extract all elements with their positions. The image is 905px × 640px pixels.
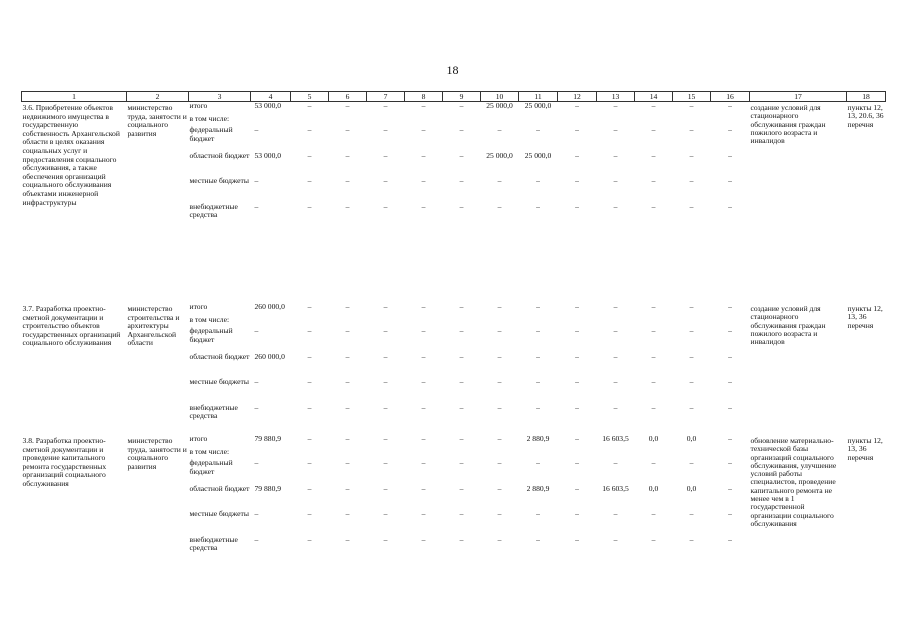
value-cell: – — [536, 303, 540, 311]
funding-source-label: федеральный бюджет — [189, 458, 233, 476]
value-cell: – — [459, 377, 464, 386]
value-cell: 53 000,0 — [254, 150, 282, 160]
value-cell: – — [689, 402, 694, 412]
value-cell: – — [728, 326, 732, 335]
value-column-8 — [405, 303, 443, 435]
value-cell: – — [345, 377, 350, 386]
value-column-4 — [251, 303, 291, 435]
value-column-13 — [597, 435, 635, 607]
header-cell-13: 13 — [597, 92, 635, 102]
funding-source-label: итого — [189, 435, 208, 443]
value-cell: – — [307, 534, 312, 544]
value-cell: – — [254, 326, 259, 335]
value-cell: – — [728, 534, 732, 544]
value-cell: – — [254, 509, 259, 518]
expected-result: создание условий для стационарного обслуживания граждан пожилого возраста и инвалидов — [750, 103, 826, 146]
value-cell: – — [307, 435, 312, 443]
value-column-8 — [405, 435, 443, 607]
value-cell: – — [728, 176, 732, 185]
value-cell: – — [536, 458, 540, 467]
value-column-11 — [519, 102, 558, 304]
value-cell: – — [421, 125, 426, 134]
value-column-5 — [291, 303, 329, 435]
value-column-16 — [711, 435, 750, 607]
value-cell: – — [575, 101, 579, 110]
funding-source-label: федеральный бюджет — [189, 125, 233, 143]
value-cell: – — [651, 150, 656, 160]
value-cell: – — [575, 435, 579, 443]
value-cell: – — [459, 176, 464, 185]
value-cell: – — [307, 201, 312, 211]
value-cell: 25 000,0 — [486, 101, 513, 110]
value-cell: – — [536, 534, 540, 544]
value-cell: – — [254, 377, 259, 386]
value-cell: – — [651, 402, 656, 412]
funding-source-label: областной бюджет — [189, 483, 250, 493]
value-cell: – — [536, 326, 540, 335]
value-cell: – — [613, 509, 618, 518]
value-cell: – — [689, 326, 694, 335]
value-cell: – — [613, 326, 618, 335]
value-column-10 — [481, 102, 519, 304]
value-cell: – — [497, 351, 502, 361]
value-cell: – — [459, 483, 464, 493]
value-cell: 16 603,5 — [602, 435, 629, 443]
header-cell-17: 17 — [750, 92, 847, 102]
value-cell: – — [459, 125, 464, 134]
value-cell: – — [254, 125, 259, 134]
value-cell: – — [383, 377, 388, 386]
value-cell: – — [459, 101, 464, 110]
value-cell: – — [421, 435, 426, 443]
value-cell: 53 000,0 — [254, 101, 282, 110]
value-column-4 — [251, 435, 291, 607]
value-cell: 0,0 — [686, 483, 697, 493]
value-cell: – — [345, 326, 350, 335]
value-cell: – — [254, 201, 259, 211]
header-cell-1: 1 — [22, 92, 127, 102]
value-cell: – — [307, 101, 312, 110]
value-cell: – — [497, 483, 502, 493]
value-cell: – — [613, 150, 618, 160]
value-column-7 — [367, 435, 405, 607]
value-cell: – — [254, 534, 259, 544]
value-cell: – — [254, 402, 259, 412]
value-cell: – — [689, 101, 694, 110]
value-cell: – — [345, 150, 350, 160]
value-column-15 — [673, 102, 711, 304]
value-cell: – — [459, 402, 464, 412]
value-cell: – — [689, 509, 694, 518]
value-cell: – — [497, 176, 502, 185]
value-column-11 — [519, 435, 558, 607]
value-cell: – — [536, 509, 540, 518]
value-cell: – — [689, 351, 694, 361]
value-cell: – — [421, 534, 426, 544]
value-cell: 16 603,5 — [602, 483, 629, 493]
value-column-7 — [367, 102, 405, 304]
value-cell: – — [613, 534, 618, 544]
header-cell-3: 3 — [189, 92, 251, 102]
value-cell: 0,0 — [686, 435, 697, 443]
value-column-6 — [329, 435, 367, 607]
value-column-16 — [711, 102, 750, 304]
value-cell: – — [345, 483, 350, 493]
value-cell — [255, 316, 290, 327]
header-cell-9: 9 — [443, 92, 481, 102]
activity-name: 3.6. Приобретение объектов недвижимого имущества в государственную собственность Архангельской области в целях оказания социальных услуг и предоставления социального обслуживания, а также обеспечения организаций социального обслуживания объектами инженерной инфраструктуры — [22, 103, 120, 207]
value-cell: 2 880,9 — [526, 435, 550, 443]
funding-source-label: местные бюджеты — [189, 176, 249, 185]
value-cell: – — [254, 458, 259, 467]
funding-source-label: внебюджетные средства — [189, 534, 238, 553]
value-cell: – — [307, 176, 312, 185]
value-cell: – — [459, 201, 464, 211]
value-cell: 79 880,9 — [254, 435, 282, 443]
value-column-13 — [597, 102, 635, 304]
funding-source-label: в том числе: — [189, 447, 230, 456]
value-cell: – — [497, 435, 502, 443]
value-cell: – — [459, 458, 464, 467]
value-cell: – — [613, 402, 618, 412]
value-cell: – — [459, 351, 464, 361]
value-cell: – — [651, 125, 656, 134]
value-cell: – — [383, 303, 388, 311]
page-number: 18 — [446, 63, 459, 77]
value-cell: – — [575, 150, 579, 160]
header-cell-14: 14 — [635, 92, 673, 102]
value-cell: – — [536, 125, 540, 134]
value-cell: – — [421, 176, 426, 185]
value-column-13 — [597, 303, 635, 435]
value-cell: – — [613, 377, 618, 386]
value-cell: – — [575, 303, 579, 311]
value-cell: – — [459, 150, 464, 160]
value-cell: – — [307, 351, 312, 361]
value-cell: – — [307, 125, 312, 134]
value-cell: – — [383, 201, 388, 211]
funding-source-label: в том числе: — [189, 315, 230, 324]
value-cell: 260 000,0 — [254, 351, 285, 361]
value-cell: – — [728, 483, 732, 493]
value-cell: – — [383, 402, 388, 412]
value-cell: – — [497, 201, 502, 211]
value-cell: – — [383, 150, 388, 160]
funding-source-label: итого — [189, 101, 208, 110]
header-cell-11: 11 — [519, 92, 558, 102]
funding-source-labels — [189, 303, 251, 435]
value-cell: – — [421, 509, 426, 518]
value-column-10 — [481, 435, 519, 607]
value-column-14 — [635, 435, 673, 607]
value-column-12 — [558, 435, 597, 607]
value-cell: – — [728, 150, 732, 160]
value-cell: 2 880,9 — [526, 483, 550, 493]
value-cell: – — [575, 125, 579, 134]
value-column-7 — [367, 303, 405, 435]
value-cell: – — [459, 303, 464, 311]
value-cell: – — [689, 534, 694, 544]
value-column-5 — [291, 435, 329, 607]
activity-name: 3.7. Разработка проектно-сметной документации и строительство объектов государственных организаций социального обслуживания — [22, 304, 121, 348]
value-cell: – — [651, 351, 656, 361]
value-column-9 — [443, 435, 481, 607]
value-cell: – — [459, 326, 464, 335]
value-cell: – — [575, 483, 579, 493]
value-cell: – — [651, 509, 656, 518]
value-cell: – — [497, 402, 502, 412]
value-cell: – — [575, 176, 579, 185]
header-cell-15: 15 — [673, 92, 711, 102]
funding-source-label: областной бюджет — [189, 150, 250, 160]
value-cell: – — [613, 351, 618, 361]
funding-source-label: итого — [189, 303, 208, 311]
value-cell: – — [421, 458, 426, 467]
program-table — [21, 91, 886, 607]
value-cell: – — [689, 458, 694, 467]
value-cell: – — [345, 402, 350, 412]
value-cell: – — [254, 176, 259, 185]
value-cell: – — [575, 326, 579, 335]
funding-source-labels — [189, 435, 251, 607]
value-cell: – — [497, 509, 502, 518]
value-cell: – — [383, 509, 388, 518]
value-cell: – — [421, 150, 426, 160]
value-cell: 25 000,0 — [486, 150, 513, 160]
value-column-14 — [635, 102, 673, 304]
value-cell: – — [651, 458, 656, 467]
value-cell: – — [613, 101, 618, 110]
value-cell: – — [497, 534, 502, 544]
value-cell: – — [383, 176, 388, 185]
value-column-11 — [519, 303, 558, 435]
value-cell: – — [345, 201, 350, 211]
value-cell: – — [613, 201, 618, 211]
value-column-12 — [558, 303, 597, 435]
value-cell: – — [575, 458, 579, 467]
value-cell: – — [497, 458, 502, 467]
value-column-9 — [443, 102, 481, 304]
header-cell-8: 8 — [405, 92, 443, 102]
funding-source-label: федеральный бюджет — [189, 326, 233, 344]
value-cell: – — [651, 534, 656, 544]
value-cell: – — [383, 125, 388, 134]
value-cell: – — [345, 125, 350, 134]
value-cell: – — [345, 458, 350, 467]
value-cell: – — [345, 351, 350, 361]
value-cell: – — [383, 458, 388, 467]
value-column-9 — [443, 303, 481, 435]
list-items-reference: пункты 12, 13, 36 перечня — [847, 304, 883, 330]
value-cell: – — [345, 176, 350, 185]
header-cell-2: 2 — [127, 92, 189, 102]
value-cell: – — [536, 176, 540, 185]
value-cell: – — [307, 377, 312, 386]
value-cell: – — [728, 303, 732, 311]
value-cell: – — [689, 303, 694, 311]
value-cell: – — [345, 509, 350, 518]
value-column-12 — [558, 102, 597, 304]
header-cell-18: 18 — [847, 92, 886, 102]
value-cell: – — [536, 377, 540, 386]
value-cell: – — [307, 458, 312, 467]
value-cell: – — [459, 534, 464, 544]
table-row — [22, 102, 886, 304]
value-cell: – — [728, 125, 732, 134]
value-cell: – — [689, 150, 694, 160]
value-cell: – — [383, 101, 388, 110]
value-column-4 — [251, 102, 291, 304]
header-cell-12: 12 — [558, 92, 597, 102]
value-column-15 — [673, 435, 711, 607]
value-cell: – — [728, 201, 732, 211]
value-cell: – — [575, 351, 579, 361]
value-cell: – — [613, 303, 618, 311]
funding-source-label: в том числе: — [189, 114, 230, 123]
value-cell: – — [307, 483, 312, 493]
value-cell: – — [689, 176, 694, 185]
value-cell: – — [421, 201, 426, 211]
table-row — [22, 435, 886, 607]
value-cell — [255, 115, 290, 126]
value-column-5 — [291, 102, 329, 304]
value-column-6 — [329, 303, 367, 435]
value-cell: – — [307, 402, 312, 412]
value-cell: – — [307, 150, 312, 160]
value-cell: – — [345, 303, 350, 311]
header-cell-16: 16 — [711, 92, 750, 102]
value-cell: – — [497, 326, 502, 335]
value-cell: – — [728, 377, 732, 386]
value-cell: – — [383, 534, 388, 544]
value-cell: – — [689, 125, 694, 134]
value-cell: – — [307, 303, 312, 311]
value-cell: – — [728, 458, 732, 467]
value-cell: – — [497, 377, 502, 386]
value-cell: – — [536, 402, 540, 412]
value-cell: – — [536, 351, 540, 361]
value-cell: – — [728, 435, 732, 443]
funding-source-label: областной бюджет — [189, 351, 250, 361]
value-cell: – — [383, 435, 388, 443]
value-cell: – — [651, 326, 656, 335]
executor: министерство труда, занятости и социального развития — [127, 103, 187, 138]
value-cell: – — [728, 101, 732, 110]
value-cell: – — [383, 483, 388, 493]
value-cell: – — [421, 351, 426, 361]
header-cell-10: 10 — [481, 92, 519, 102]
activities-table — [21, 91, 886, 607]
value-cell: – — [459, 435, 464, 443]
value-cell: – — [689, 377, 694, 386]
value-cell: – — [421, 483, 426, 493]
value-cell: – — [613, 176, 618, 185]
table-row — [22, 303, 886, 435]
table-body — [22, 102, 886, 608]
funding-source-label: местные бюджеты — [189, 377, 249, 386]
value-cell: 25 000,0 — [524, 101, 552, 110]
value-cell: – — [575, 402, 579, 412]
value-cell: 79 880,9 — [254, 483, 282, 493]
value-cell: – — [383, 326, 388, 335]
value-cell: – — [459, 509, 464, 518]
value-cell: – — [345, 435, 350, 443]
value-cell: 0,0 — [648, 483, 659, 493]
value-cell: – — [383, 351, 388, 361]
value-column-8 — [405, 102, 443, 304]
value-cell: – — [689, 201, 694, 211]
header-cell-5: 5 — [291, 92, 329, 102]
value-cell: – — [575, 509, 579, 518]
value-cell: – — [651, 377, 656, 386]
value-cell: – — [345, 101, 350, 110]
value-cell: – — [575, 201, 579, 211]
funding-source-label: внебюджетные средства — [189, 201, 238, 220]
funding-source-label: внебюджетные средства — [189, 402, 238, 421]
value-column-6 — [329, 102, 367, 304]
value-cell: – — [613, 458, 618, 467]
value-cell: – — [536, 201, 540, 211]
value-cell: – — [497, 303, 502, 311]
value-column-10 — [481, 303, 519, 435]
value-cell: – — [421, 101, 426, 110]
value-cell: 260 000,0 — [254, 303, 285, 311]
value-cell: – — [307, 326, 312, 335]
value-column-16 — [711, 303, 750, 435]
value-cell: 0,0 — [648, 435, 659, 443]
value-cell: – — [421, 326, 426, 335]
header-cell-6: 6 — [329, 92, 367, 102]
executor: министерство строительства и архитектуры Архангельской области — [127, 304, 180, 348]
value-cell — [255, 448, 290, 459]
activity-name: 3.8. Разработка проектно-сметной документации и проведение капитального ремонта государственных организаций социального обслуживания — [22, 436, 107, 488]
value-cell: – — [728, 351, 732, 361]
funding-source-labels — [189, 102, 251, 304]
value-cell: – — [651, 101, 656, 110]
expected-result: создание условий для стационарного обслуживания граждан пожилого возраста и инвалидов — [750, 304, 826, 347]
header-row — [22, 92, 886, 102]
value-cell: – — [345, 534, 350, 544]
header-cell-7: 7 — [367, 92, 405, 102]
value-cell: – — [651, 201, 656, 211]
value-cell: – — [421, 402, 426, 412]
value-column-14 — [635, 303, 673, 435]
value-cell: – — [575, 534, 579, 544]
value-cell: – — [651, 303, 656, 311]
list-items-reference: пункты 12, 13, 20.6, 36 перечня — [847, 103, 884, 129]
value-cell: – — [575, 377, 579, 386]
value-cell: 25 000,0 — [524, 150, 552, 160]
value-cell: – — [651, 176, 656, 185]
value-cell: – — [613, 125, 618, 134]
funding-source-label: местные бюджеты — [189, 509, 249, 518]
value-cell: – — [497, 125, 502, 134]
value-cell: – — [728, 402, 732, 412]
header-cell-4: 4 — [251, 92, 291, 102]
value-column-15 — [673, 303, 711, 435]
value-cell: – — [421, 303, 426, 311]
executor: министерство труда, занятости и социального развития — [127, 436, 187, 471]
value-cell: – — [728, 509, 732, 518]
list-items-reference: пункты 12, 13, 36 перечня — [847, 436, 883, 462]
value-cell: – — [421, 377, 426, 386]
expected-result: обновление материально-технической базы организаций социального обслуживания, улучшение условий работы специалистов, проведение капитального ремонта не менее чем в 1 государственной организации социального обслуживания — [750, 436, 837, 528]
value-cell: – — [307, 509, 312, 518]
